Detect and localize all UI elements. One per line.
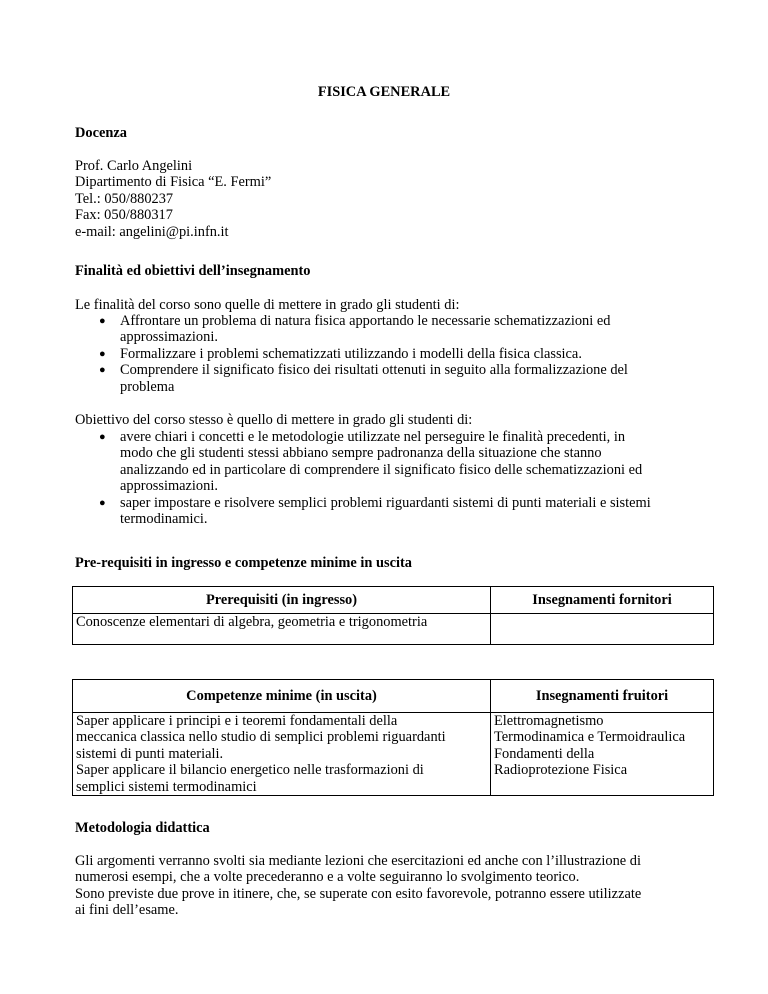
finalita-intro: Le finalità del corso sono quelle di mettere in grado gli studenti di:: [75, 297, 460, 313]
prerequisiti-cell: Conoscenze elementari di algebra, geometria e trigonometria: [73, 614, 491, 645]
docenza-contact-block: [75, 158, 715, 240]
fornitori-column-header: Insegnamenti fornitori: [491, 587, 714, 614]
list-item: ● Comprendere il significato fisico dei risultati ottenuti in seguito alla formalizzazione del problema: [99, 362, 628, 395]
competenze-column-header: Competenze minime (in uscita): [73, 680, 491, 713]
list-item: ● saper impostare e risolvere semplici problemi riguardanti sistemi di punti materiali e sistemi termodinamici.: [99, 494, 651, 528]
document-title: FISICA GENERALE: [317, 84, 451, 100]
prerequisiti-column-header: Prerequisiti (in ingresso): [73, 587, 491, 614]
obiettivo-list: [75, 429, 715, 527]
competenze-table: [72, 679, 714, 796]
metodologia-heading: Metodologia didattica: [75, 820, 210, 836]
metodologia-text: Gli argomenti verranno svolti sia mediante lezioni che esercitazioni ed anche con l’illustrazione di numerosi esempi, che a volte precederanno e a volte seguiranno lo svolgimento teorico. Sono previste due prove in itinere, che, se superate con esito favorevole, potranno essere utilizzate ai fini dell’esame.: [75, 853, 642, 919]
bullet-icon: ●: [99, 431, 106, 443]
bullet-icon: ●: [99, 347, 106, 360]
competenze-cell: Saper applicare i principi e i teoremi fondamentali della meccanica classica nello studio di semplici problemi riguardanti sistemi di punti materiali. Saper applicare il bilancio energetico nelle trasformazioni di semplici sistemi termodinamici: [73, 713, 491, 796]
fornitori-cell: [491, 614, 714, 645]
fruitori-column-header: Insegnamenti fruitori: [491, 680, 714, 713]
finalita-list: [75, 313, 715, 395]
list-item: ● Affrontare un problema di natura fisica apportando le necessarie schematizzazioni ed approssimazioni.: [99, 313, 611, 346]
department: Dipartimento di Fisica “E. Fermi”: [75, 174, 272, 191]
prerequisiti-table: [72, 586, 714, 645]
prerequisiti-heading: Pre-requisiti in ingresso e competenze minime in uscita: [75, 555, 412, 571]
bullet-icon: ●: [99, 315, 106, 327]
bullet-icon: ●: [99, 496, 106, 509]
list-item: ● Formalizzare i problemi schematizzati utilizzando i modelli della fisica classica.: [99, 345, 582, 362]
email: e-mail: angelini@pi.infn.it: [75, 223, 229, 240]
finalita-heading: Finalità ed obiettivi dell’insegnamento: [75, 263, 311, 279]
fax: Fax: 050/880317: [75, 207, 173, 224]
professor-name: Prof. Carlo Angelini: [75, 158, 193, 174]
fruitori-cell: Elettromagnetismo Termodinamica e Termoidraulica Fondamenti della Radioprotezione Fisica: [491, 713, 714, 796]
telephone: Tel.: 050/880237: [75, 190, 174, 207]
list-item: ● avere chiari i concetti e le metodologie utilizzate nel perseguire le finalità precedenti, in modo che gli studenti stessi abbiano sempre padronanza della situazione che stanno analizzando ed in particolare di comprendere il significato fisico delle schematizzazioni ed approssimazioni.: [99, 429, 643, 495]
docenza-heading: Docenza: [75, 125, 127, 141]
obiettivo-intro: Obiettivo del corso stesso è quello di mettere in grado gli studenti di:: [75, 412, 473, 428]
bullet-icon: ●: [99, 364, 106, 377]
